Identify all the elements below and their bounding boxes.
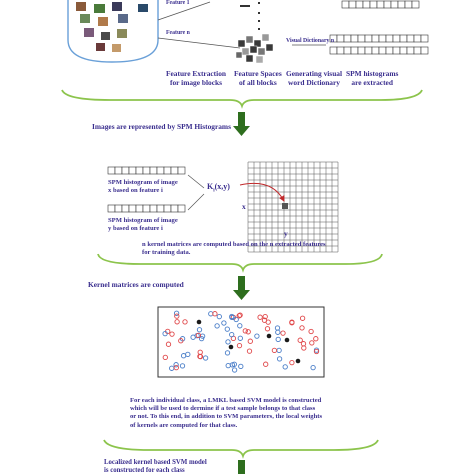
down-arrow-3 <box>238 460 245 474</box>
down-arrow-2 <box>233 276 250 300</box>
support-vector-point <box>285 338 290 343</box>
caption-lmkl-model: Localized kernel based SVM model is constructed for each class <box>104 459 207 475</box>
brace-3 <box>104 440 378 456</box>
kernel-matrices-note: n kernel matrices are computed based on the n extracted features for training data. <box>142 241 326 257</box>
kernel-matrix-grid <box>248 162 338 252</box>
feature-dots <box>240 2 260 30</box>
kernel-function-label: $K_i(x,y)$ <box>207 182 230 194</box>
support-vector-point <box>229 345 234 350</box>
spm-histogram-y <box>108 205 185 212</box>
axis-y-label: y <box>284 229 288 238</box>
hist-y-label: SPM histogram of image y based on feature i <box>108 217 178 233</box>
support-vector-point <box>197 320 202 325</box>
kernel-cell-highlight <box>282 203 288 209</box>
caption-spm-histograms: Images are represented by SPM Histograms <box>92 122 231 131</box>
feature-extraction-label: Feature Extraction for image blocks <box>166 69 226 88</box>
image-collection <box>68 0 158 62</box>
support-vector-point <box>296 359 301 364</box>
axis-x-label: x <box>242 202 246 211</box>
visual-dictionary-label: Visual Dictionary n <box>286 38 335 44</box>
feature-space-cluster <box>236 34 273 63</box>
support-vector-point <box>267 334 272 339</box>
caption-kernel-computed: Kernel matrices are computed <box>88 280 184 289</box>
generating-dictionary-label: Generating visual word Dictionary <box>286 69 343 88</box>
feature-spaces-label: Feature Spaces of all blocks <box>234 69 282 88</box>
brace-1 <box>62 90 422 106</box>
down-arrow-1 <box>233 112 250 136</box>
spm-extracted-label: SPM histograms are extracted <box>346 69 399 88</box>
spm-histogram-top <box>330 1 428 54</box>
feature-n-label: Feature n <box>166 30 190 36</box>
svm-model-note: For each individual class, a LMKL based SVM model is constructed which will be used to dermine if a test sample belongs to that class or not. To this end, in addition to SVM parameters, the local weights of kernels are computed for that class. <box>130 397 323 429</box>
feature-arrows <box>158 2 240 48</box>
spm-histogram-x <box>108 167 185 174</box>
hist-x-label: SPM histogram of image x based on feature i <box>108 179 178 195</box>
kernel-combine-lines <box>188 175 204 210</box>
feature-1-label: Feature 1 <box>166 0 190 6</box>
